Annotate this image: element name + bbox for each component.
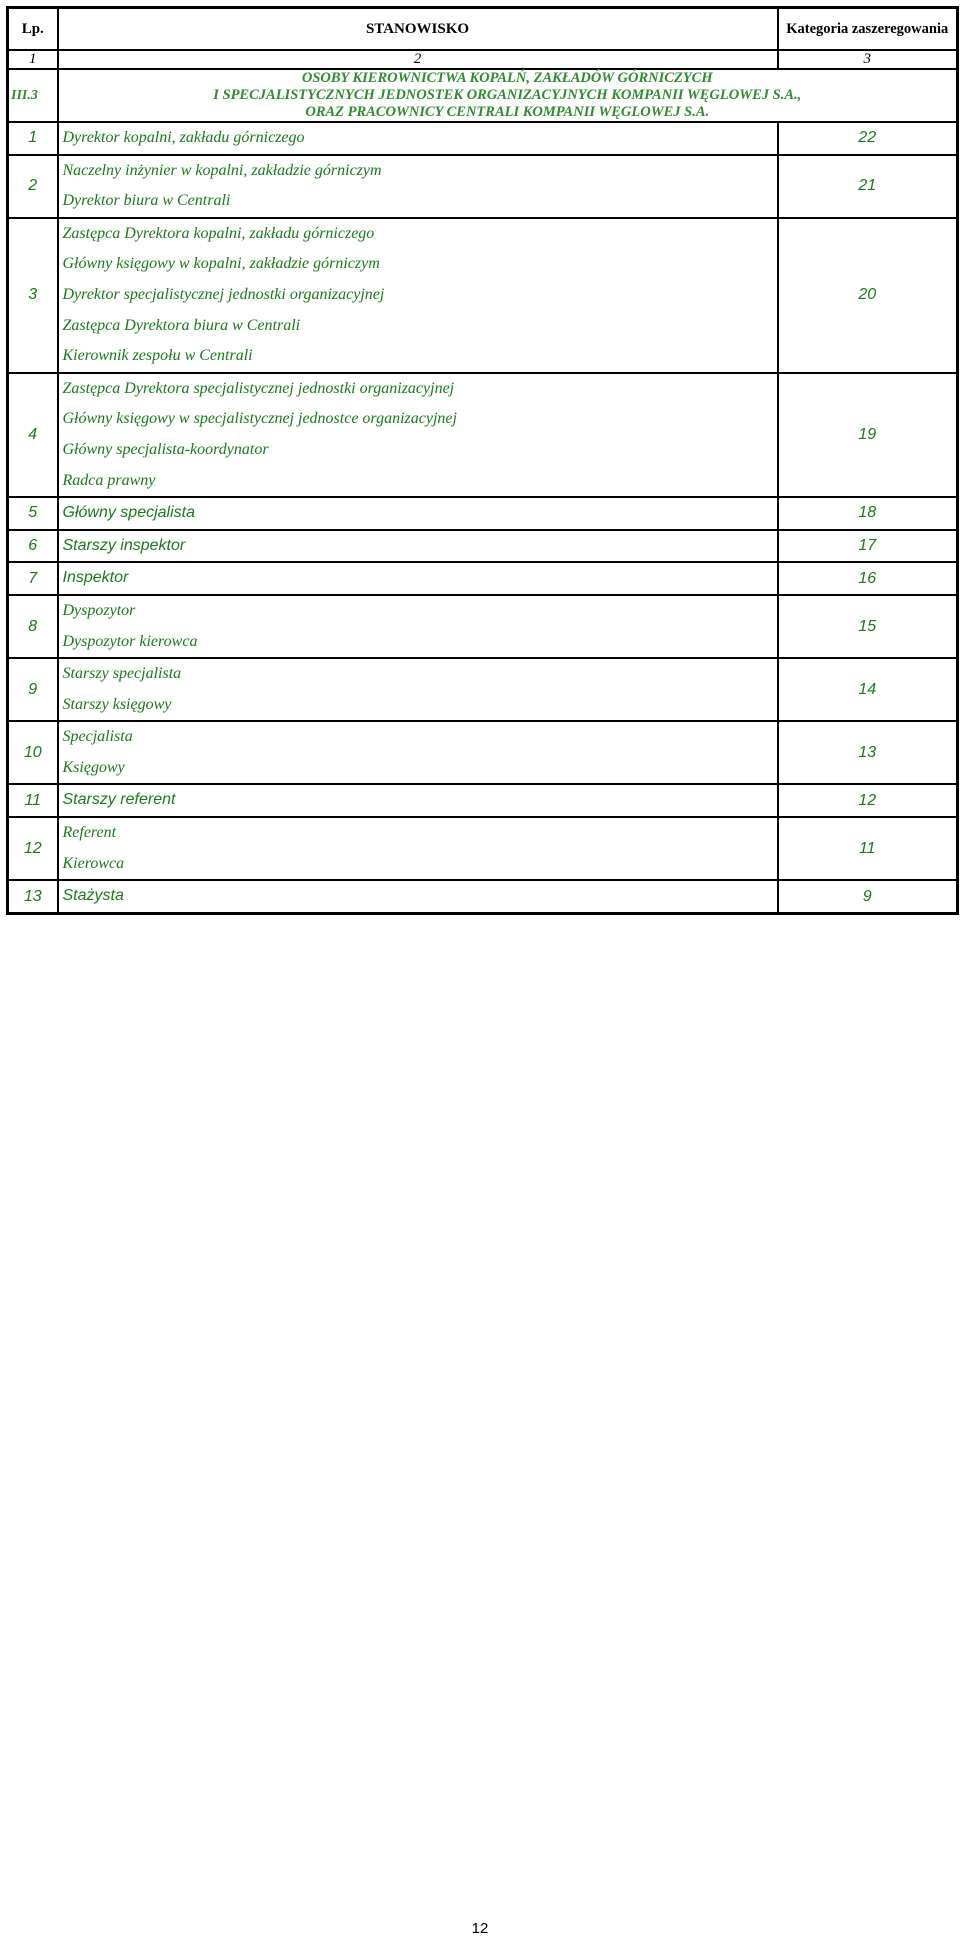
- section-title-line: ORAZ PRACOWNICY CENTRALI KOMPANII WĘGLOWEJ S.A.: [305, 104, 710, 120]
- row-category: 17: [778, 530, 958, 563]
- row-category: 21: [778, 155, 958, 218]
- position-name: Zastępca Dyrektora specjalistycznej jednostki organizacyjnej: [62, 379, 455, 397]
- row-positions: [58, 373, 778, 497]
- row-lp: 13: [8, 880, 58, 913]
- position-name: Główny księgowy w kopalni, zakładzie górniczym: [62, 255, 380, 273]
- row-category: 22: [778, 122, 958, 155]
- row-category: 15: [778, 595, 958, 658]
- row-lp: 4: [8, 373, 58, 497]
- row-lp: 3: [8, 218, 58, 373]
- row-positions: [58, 497, 778, 530]
- position-name: Dyspozytor kierowca: [62, 632, 198, 650]
- row-category: 13: [778, 721, 958, 784]
- row-lp: 10: [8, 721, 58, 784]
- row-lp: 7: [8, 562, 58, 595]
- row-category: 18: [778, 497, 958, 530]
- row-positions: [58, 784, 778, 817]
- position-name: Naczelny inżynier w kopalni, zakładzie górniczym: [62, 161, 382, 179]
- row-lp: 5: [8, 497, 58, 530]
- table-row: [8, 373, 958, 497]
- position-name: Zastępca Dyrektora kopalni, zakładu górniczego: [62, 224, 375, 242]
- row-positions: [58, 721, 778, 784]
- row-category: 16: [778, 562, 958, 595]
- row-positions: [58, 817, 778, 880]
- row-lp: 9: [8, 658, 58, 721]
- column-number-3: 3: [778, 50, 958, 69]
- position-name: Stażysta: [62, 887, 124, 905]
- position-name: Kierownik zespołu w Centrali: [62, 347, 253, 365]
- row-positions: [58, 880, 778, 913]
- table-row: [8, 562, 958, 595]
- table-row: [8, 784, 958, 817]
- row-lp: 2: [8, 155, 58, 218]
- position-name: Księgowy: [62, 758, 125, 776]
- position-name: Dyrektor biura w Centrali: [62, 192, 231, 210]
- row-positions: [58, 122, 778, 155]
- row-category: 20: [778, 218, 958, 373]
- section-title: [58, 69, 958, 122]
- row-positions: [58, 658, 778, 721]
- table-row: [8, 817, 958, 880]
- table-row: [8, 497, 958, 530]
- row-positions: [58, 218, 778, 373]
- row-category: 9: [778, 880, 958, 913]
- section-title-line: OSOBY KIEROWNICTWA KOPALŃ, ZAKŁADÓW GÓRNICZYCH: [301, 70, 713, 86]
- position-name: Dyspozytor: [62, 601, 136, 619]
- row-lp: 1: [8, 122, 58, 155]
- position-name: Główny specjalista: [62, 504, 195, 522]
- section-code: III.3: [8, 69, 58, 122]
- position-name: Radca prawny: [62, 471, 156, 489]
- position-name: Kierowca: [62, 854, 125, 872]
- row-positions: [58, 595, 778, 658]
- header-lp: Lp.: [8, 8, 58, 51]
- table-header-row: [8, 8, 958, 51]
- salary-category-table: [6, 6, 959, 915]
- table-row: [8, 721, 958, 784]
- page-number: 12: [471, 1920, 489, 1937]
- table-row: [8, 530, 958, 563]
- row-positions: [58, 155, 778, 218]
- row-lp: 12: [8, 817, 58, 880]
- table-row: [8, 658, 958, 721]
- row-category: 19: [778, 373, 958, 497]
- position-name: Zastępca Dyrektora biura w Centrali: [62, 316, 301, 334]
- row-category: 11: [778, 817, 958, 880]
- position-name: Starszy specjalista: [62, 665, 182, 683]
- position-name: Referent: [62, 824, 117, 842]
- column-number-row: [8, 50, 958, 69]
- table-row: [8, 155, 958, 218]
- table-row: [8, 218, 958, 373]
- position-name: Inspektor: [62, 569, 129, 587]
- row-category: 14: [778, 658, 958, 721]
- column-number-2: 2: [58, 50, 778, 69]
- table-row: [8, 122, 958, 155]
- row-lp: 8: [8, 595, 58, 658]
- position-name: Starszy księgowy: [62, 695, 172, 713]
- row-lp: 11: [8, 784, 58, 817]
- position-name: Specjalista: [62, 728, 133, 746]
- row-positions: [58, 530, 778, 563]
- row-lp: 6: [8, 530, 58, 563]
- header-category: Kategoria zaszeregowania: [778, 8, 958, 51]
- row-positions: [58, 562, 778, 595]
- position-name: Dyrektor kopalni, zakładu górniczego: [62, 129, 305, 146]
- section-title-line: I SPECJALISTYCZNYCH JEDNOSTEK ORGANIZACYJNYCH KOMPANII WĘGLOWEJ S.A.,: [213, 87, 802, 103]
- position-name: Starszy inspektor: [62, 536, 186, 554]
- position-name: Główny specjalista-koordynator: [62, 440, 269, 458]
- position-name: Starszy referent: [62, 791, 176, 809]
- section-row: [8, 69, 958, 122]
- table-row: [8, 595, 958, 658]
- table-row: [8, 880, 958, 913]
- column-number-1: 1: [8, 50, 58, 69]
- row-category: 12: [778, 784, 958, 817]
- position-name: Główny księgowy w specjalistycznej jednostce organizacyjnej: [62, 410, 457, 428]
- position-name: Dyrektor specjalistycznej jednostki organizacyjnej: [62, 285, 385, 303]
- header-position: STANOWISKO: [58, 8, 778, 51]
